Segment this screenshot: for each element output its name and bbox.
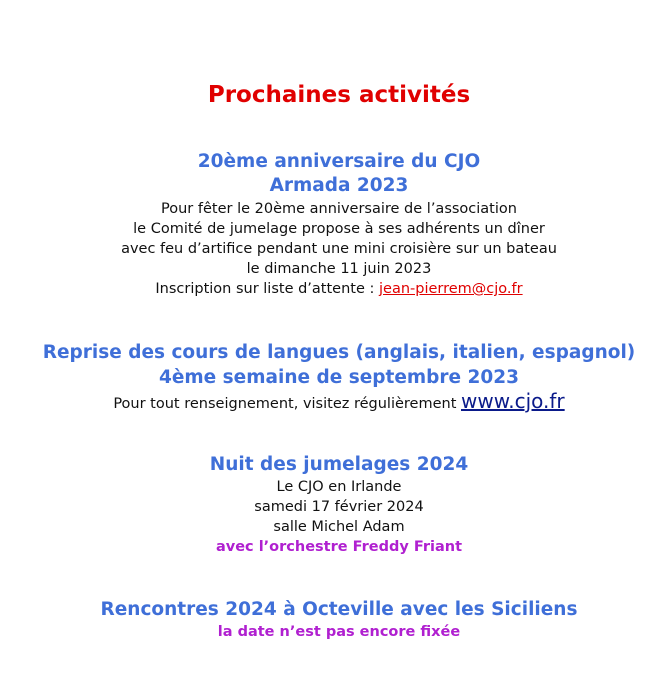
languages-date-heading: 4ème semaine de septembre 2023 (158, 367, 520, 388)
languages-info-line (0, 389, 666, 413)
website-link[interactable]: www.cjo.fr (461, 389, 565, 413)
meetings-heading: Rencontres 2024 à Octeville avec les Siciliens (100, 599, 578, 620)
page-title: Prochaines activités (207, 82, 471, 108)
twinning-night-line-3: salle Michel Adam (273, 519, 405, 535)
email-link[interactable]: jean-pierrem@cjo.fr (379, 281, 523, 297)
twinning-night-heading: Nuit des jumelages 2024 (209, 454, 469, 475)
armada-heading: Armada 2023 (269, 175, 409, 196)
signup-label: Inscription sur liste d’attente : (155, 281, 379, 297)
anniversary-line-1: Pour fêter le 20ème anniversaire de l’association (161, 201, 517, 217)
signup-line (0, 281, 666, 297)
languages-heading: Reprise des cours de langues (anglais, italien, espagnol) (42, 342, 636, 363)
anniversary-heading: 20ème anniversaire du CJO (197, 151, 481, 172)
orchestra-line: avec l’orchestre Freddy Friant (215, 539, 462, 555)
twinning-night-line-2: samedi 17 février 2024 (254, 499, 424, 515)
anniversary-line-2: le Comité de jumelage propose à ses adhérents un dîner (133, 221, 545, 237)
anniversary-line-3: avec feu d’artifice pendant une mini croisière sur un bateau (121, 241, 557, 257)
anniversary-line-4: le dimanche 11 juin 2023 (246, 261, 432, 277)
date-pending-line: la date n’est pas encore fixée (217, 624, 461, 640)
languages-info-label: Pour tout renseignement, visitez régulièrement (113, 396, 461, 412)
twinning-night-line-1: Le CJO en Irlande (276, 479, 402, 495)
